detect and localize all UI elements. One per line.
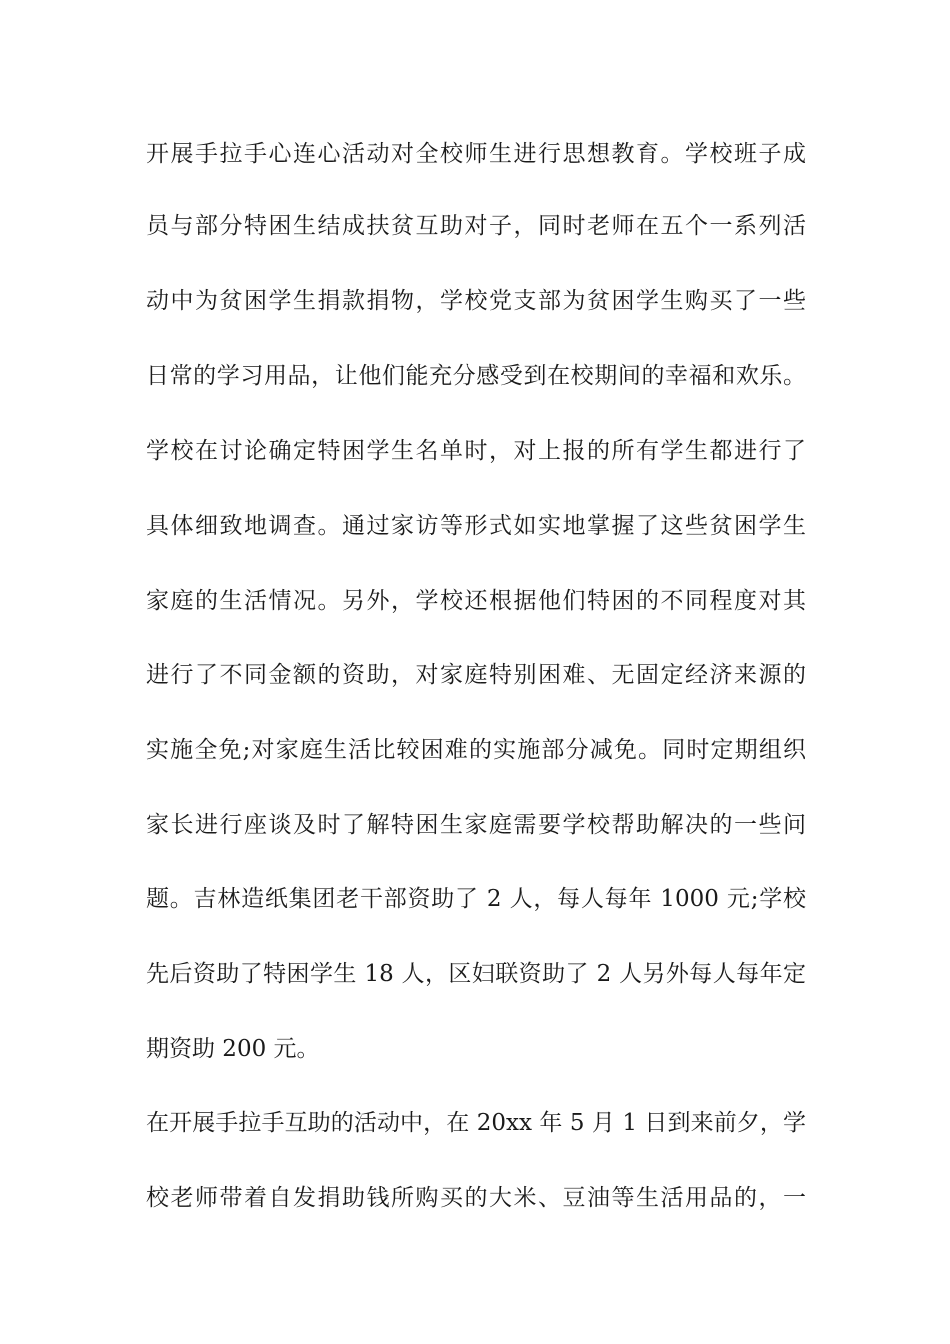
text-line: 家庭的生活情况。另外，学校还根据他们特困的不同程度对其 <box>146 588 806 614</box>
text-line: 题。吉林造纸集团老干部资助了 2 人，每人每年 1000 元;学校 <box>146 886 806 912</box>
text-line: 日常的学习用品，让他们能充分感受到在校期间的幸福和欢乐。 <box>146 363 806 389</box>
text-line-paragraph-end: 期资助 200 元。 <box>146 1036 320 1062</box>
text-line: 校老师带着自发捐助钱所购买的大米、豆油等生活用品的，一 <box>146 1185 806 1211</box>
text-line: 开展手拉手心连心活动对全校师生进行思想教育。学校班子成 <box>146 141 806 167</box>
text-line: 动中为贫困学生捐款捐物，学校党支部为贫困学生购买了一些 <box>146 288 806 314</box>
text-line: 实施全免;对家庭生活比较困难的实施部分减免。同时定期组织 <box>146 737 806 763</box>
text-line: 先后资助了特困学生 18 人，区妇联资助了 2 人另外每人每年定 <box>146 961 806 987</box>
text-line: 进行了不同金额的资助，对家庭特别困难、无固定经济来源的 <box>146 662 806 688</box>
text-line: 在开展手拉手互助的活动中，在 20xx 年 5 月 1 日到来前夕，学 <box>146 1110 806 1136</box>
text-line: 员与部分特困生结成扶贫互助对子，同时老师在五个一系列活 <box>146 213 806 239</box>
text-line: 学校在讨论确定特困学生名单时，对上报的所有学生都进行了 <box>146 438 806 464</box>
text-line: 家长进行座谈及时了解特困生家庭需要学校帮助解决的一些问 <box>146 812 806 838</box>
text-line: 具体细致地调查。通过家访等形式如实地掌握了这些贫困学生 <box>146 513 806 539</box>
